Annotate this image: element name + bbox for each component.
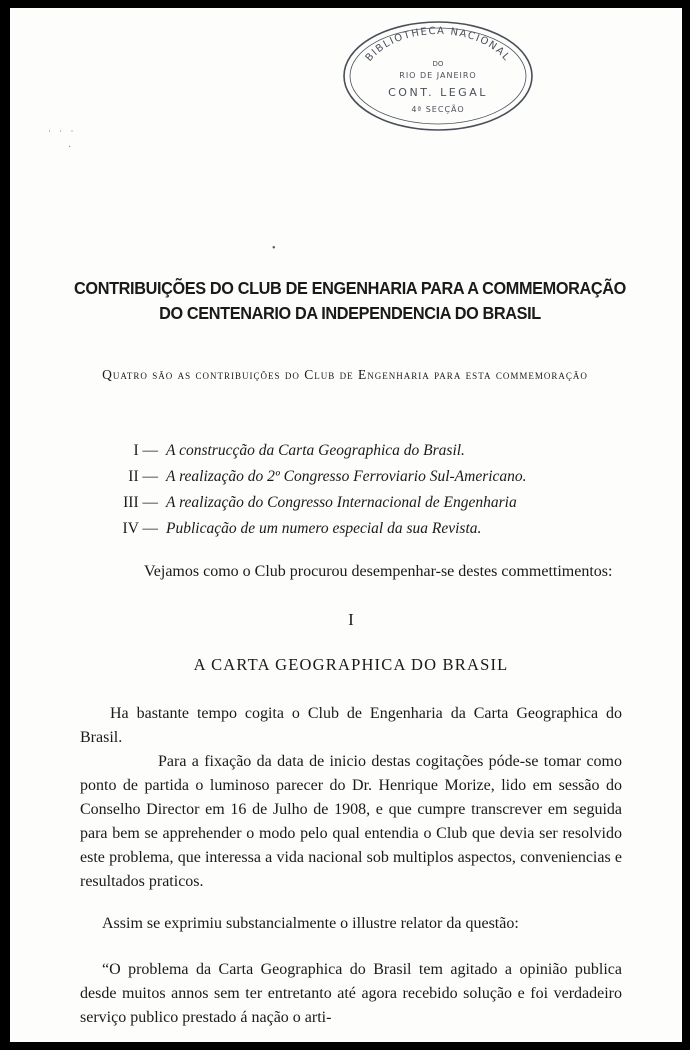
paragraph-intro: Vejamos como o Club procurou desempenhar-se destes commettimentos: (144, 563, 613, 580)
stamp-line3: RIO DE JANEIRO (399, 71, 477, 80)
stamp-seal (340, 16, 536, 134)
print-dot: • (272, 243, 276, 254)
stamp-line5: 4ª SECÇÃO (411, 105, 465, 114)
list-item (100, 438, 640, 464)
list-item (100, 516, 640, 542)
section-title: A CARTA GEOGRAPHICA DO BRASIL (193, 655, 509, 674)
quote-paragraph: “O problema da Carta Geographica do Brasil tem agitado a opinião publica desde muitos annos sem ter entretanto até agora recebido solução e foi verdadeiro serviço publico prestado á nação o arti- (80, 961, 622, 1026)
paragraph: Ha bastante tempo cogita o Club de Engenharia da Carta Geographica do Brasil. (80, 705, 622, 746)
print-speck: · (68, 142, 72, 153)
list-item (100, 490, 640, 516)
section-number: I (348, 610, 354, 629)
document-page (10, 8, 682, 1042)
intro-line: Quatro são as contribuições do Club de Engenharia para esta commemoração (102, 367, 588, 382)
item-number: IV — (122, 520, 158, 537)
item-text: A realização do 2º Congresso Ferroviario Sul-Americano. (166, 468, 527, 485)
page-title: CONTRIBUIÇÕES DO CLUB DE ENGENHARIA PARA A COMMEMORAÇÃO DO CENTENARIO DA INDEPENDENCIA DO BRASIL (74, 278, 626, 323)
item-number: II — (128, 468, 158, 485)
paragraph: Assim se exprimiu substancialmente o illustre relator da questão: (102, 915, 519, 932)
item-text: A realização do Congresso Internacional de Engenharia (166, 494, 517, 511)
item-text: A construcção da Carta Geographica do Brasil. (166, 442, 465, 459)
stamp-line2: DO (432, 60, 444, 68)
print-specks: · · · (48, 126, 77, 136)
paragraph: Para a fixação da data de inicio destas cogitações póde-se tomar como ponto de partida o luminoso parecer do Dr. Henrique Morize, lido em sessão do Conselho Director em 16 de Julho de 1908, e que cumpre transcrever em seguida para bem se apprehender o modo pelo qual entendia o Club que devia ser resolvido este problema, que interessa a vida nacional sob multiplos aspectos, conveniencias e resultados praticos. (80, 753, 622, 890)
stamp-line1: BIBLIOTHECA NACIONAL (363, 25, 513, 64)
contribution-list (100, 438, 640, 542)
item-text: Publicação de um numero especial da sua Revista. (166, 520, 482, 537)
item-number: III — (123, 494, 158, 511)
item-number: I — (133, 442, 158, 459)
stamp-line4: CONT. LEGAL (388, 86, 488, 99)
list-item (100, 464, 640, 490)
library-stamp (340, 16, 536, 134)
